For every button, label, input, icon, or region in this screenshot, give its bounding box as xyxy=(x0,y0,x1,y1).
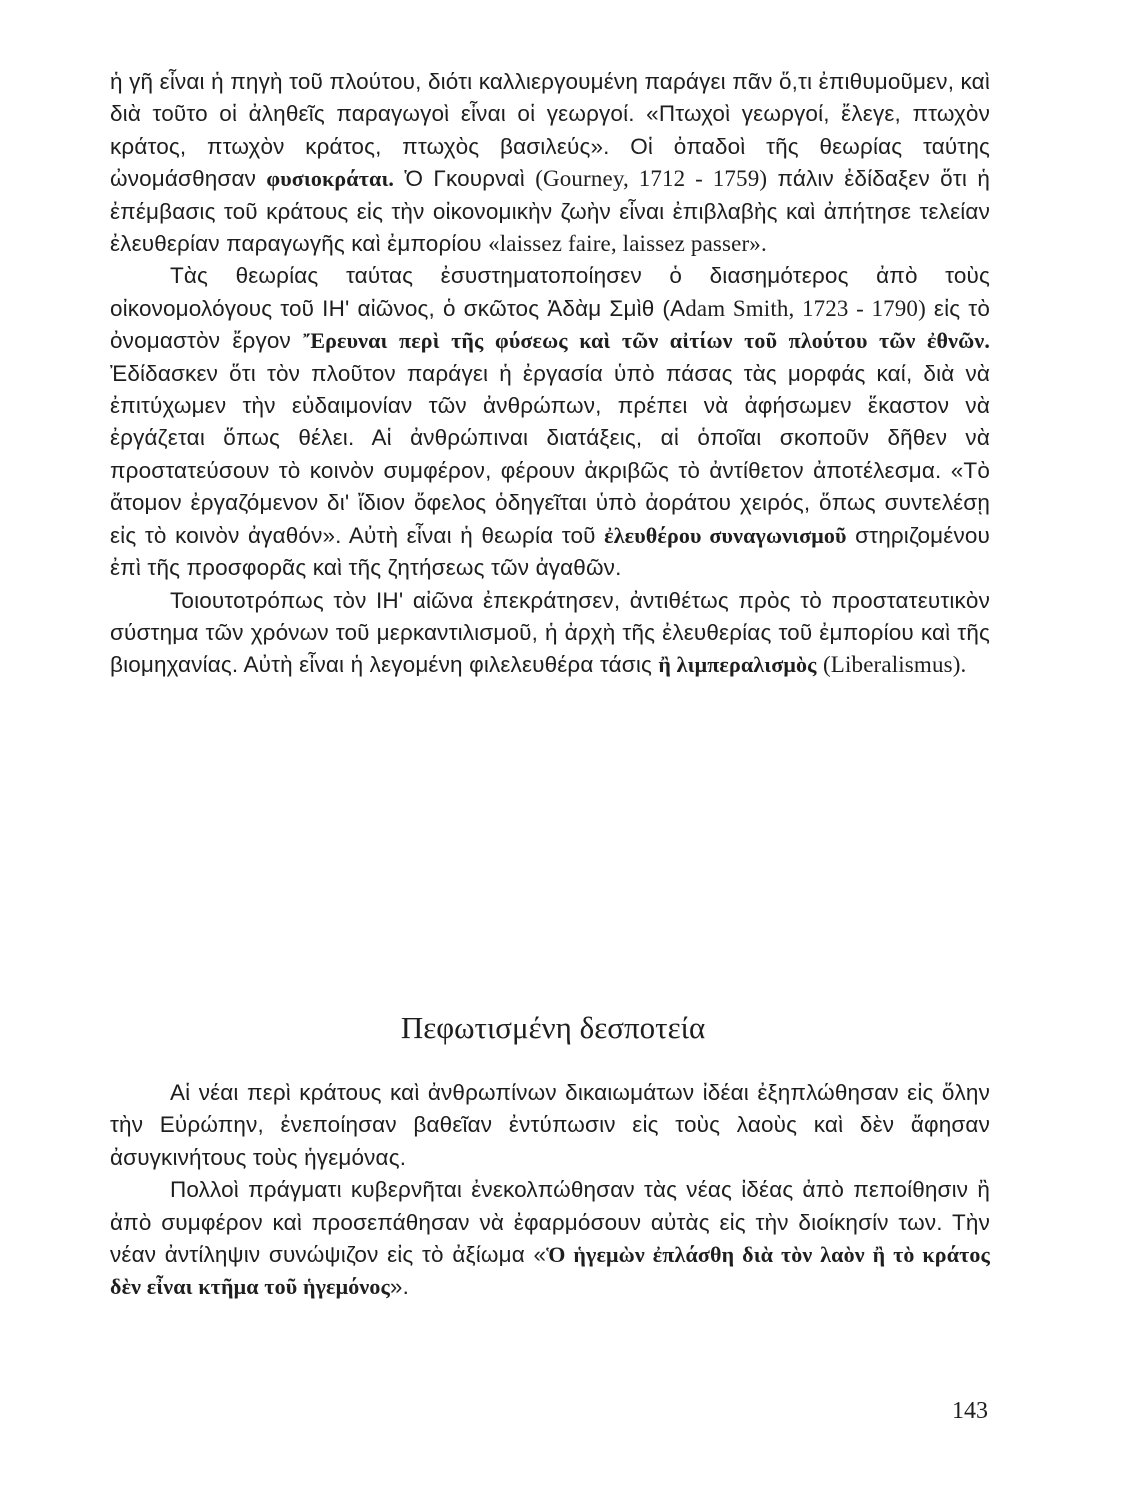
latin-text: dam Smith, 1723 - 1790) xyxy=(685,295,926,321)
body-text-upper xyxy=(110,66,990,682)
text-run: εἰς τὸ ὀνομαστὸν ἔργον xyxy=(110,295,990,354)
section-heading: Πεφωτισμένη δεσποτεία xyxy=(400,1010,706,1045)
text-run: Τὰς θεωρίας ταύτας ἐσυστηματοποίησεν ὁ διασημότερος ἀπὸ τοὺς οἰκονομολόγους τοῦ ΙΗ' αἰῶνος, ὁ σκῶτος Ἀδὰμ Σμὶθ (Α xyxy=(110,263,990,321)
text-run: Πολλοὶ πράγματι κυβερνῆται ἐνεκολπώθησαν τὰς νέας ἰδέας ἀπὸ πεποίθησιν ἢ ἀπὸ συμφέρον καὶ προσεπάθησαν νὰ ἐφαρμόσουν αὐτὰς εἰς τὴν διοίκησίν των. Τὴν νέαν ἀντίληψιν συνώψιζον εἰς τὸ ἀξίωμα « xyxy=(110,1177,990,1268)
text-run: ». xyxy=(389,1274,409,1300)
latin-text: (Liberalismus). xyxy=(823,652,967,678)
latin-text: (Gourney, 1712 - 1759) xyxy=(535,166,768,192)
text-run: Ἐδίδασκεν ὅτι τὸν πλοῦτον παράγει ἡ ἐργασία ὑπὸ πάσας τὰς μορφάς καί, διὰ νὰ ἐπιτύχωμεν τὴν εὐδαιμονίαν τῶν ἀνθρώπων, πρέπει νὰ ἀφήσωμεν ἕκαστον νὰ ἐργάζεται ὅπως θέλει. Αἱ ἀνθρώπιναι διατάξεις, αἱ ὁποῖαι σκοποῦν δῆθεν νὰ προστατεύσουν τὸ κοινὸν συμφέρον, φέρουν ἀκριβῶς τὸ ἀντίθετον ἀποτέλεσμα. «Τὸ ἄτομον ἐργαζόμενον δι' ἴδιον ὄφελος ὁδηγεῖται ὑπὸ ἀοράτου χειρός, ὅπως συντελέσῃ εἰς τὸ κοινὸν ἀγαθόν». Αὐτὴ εἶναι ἡ θεωρία τοῦ xyxy=(110,360,990,548)
bold-term: Ὁ ἡγεμὼν ἐπλάσθη διὰ τὸν λαὸν ἢ τὸ κράτος δὲν εἶναι κτῆμα τοῦ ἡγεμόνος xyxy=(110,1242,990,1300)
text-run: Τοιουτοτρόπως τὸν ΙΗ' αἰῶνα ἐπεκράτησεν, ἀντιθέτως πρὸς τὸ προστατευτικὸν σύστημα τῶν χρόνων τοῦ μερκαντιλισμοῦ, ἡ ἀρχὴ τῆς ἐλευθερίας τοῦ ἐμπορίου καὶ τῆς βιομηχανίας. Αὐτὴ εἶναι ἡ λεγομένη φιλελευθέρα τάσις xyxy=(110,587,990,678)
text-run: Ὁ Γκουρναὶ xyxy=(394,166,536,192)
text-run: στηριζομένου ἐπὶ τῆς προσφορᾶς καὶ τῆς ζητήσεως τῶν ἀγαθῶν. xyxy=(110,522,990,581)
paragraph-rulers xyxy=(110,1174,990,1304)
bold-term: ἢ λιμπεραλισμὸς xyxy=(658,652,817,678)
paragraph-liberalism xyxy=(110,585,990,682)
text-run: Αἱ νέαι περὶ κράτους καὶ ἀνθρωπίνων δικαιωμάτων ἰδέαι ἐξηπλώθησαν εἰς ὅλην τὴν Εὐρώπην, ἐνεποίησαν βαθεῖαν ἐντύπωσιν εἰς τοὺς λαοὺς καὶ δὲν ἄφησαν ἀσυγκινήτους τοὺς ἡγεμόνας. xyxy=(110,1080,990,1170)
paragraph-new-ideas xyxy=(110,1077,990,1174)
paragraph-physiocrats xyxy=(110,66,990,260)
bold-term: φυσιοκράται. xyxy=(266,166,395,192)
page-number: 143 xyxy=(952,1398,988,1424)
bold-term: Ἔρευναι περὶ τῆς φύσεως καὶ τῶν αἰτίων τοῦ πλούτου τῶν ἐθνῶν. xyxy=(303,328,990,354)
body-text-lower xyxy=(110,1077,990,1304)
paragraph-adam-smith xyxy=(110,260,990,584)
text-run: πάλιν ἐδίδαξεν ὅτι ἡ ἐπέμβασις τοῦ κράτους εἰς τὴν οἰκονομικὴν ζωὴν εἶναι ἐπιβλαβὴς καὶ ἀπήτησε τελείαν ἐλευθερίαν παραγωγῆς καὶ ἐμπορίου xyxy=(110,166,990,257)
latin-text: «laissez faire, laissez passer». xyxy=(488,231,767,257)
bold-term: ἐλευθέρου συναγωνισμοῦ xyxy=(604,522,847,548)
text-run: ἡ γῆ εἶναι ἡ πηγὴ τοῦ πλούτου, διότι καλλιεργουμένη παράγει πᾶν ὅ,τι ἐπιθυμοῦμεν, καὶ διὰ τοῦτο οἱ ἀληθεῖς παραγωγοὶ εἶναι οἱ γεωργοί. «Πτωχοὶ γεωργοί, ἔλεγε, πτωχὸν κράτος, πτωχὸν κράτος, πτωχὸς βασιλεύς». Οἱ ὀπαδοὶ τῆς θεωρίας ταύτης ὠνομάσθησαν xyxy=(110,69,990,192)
